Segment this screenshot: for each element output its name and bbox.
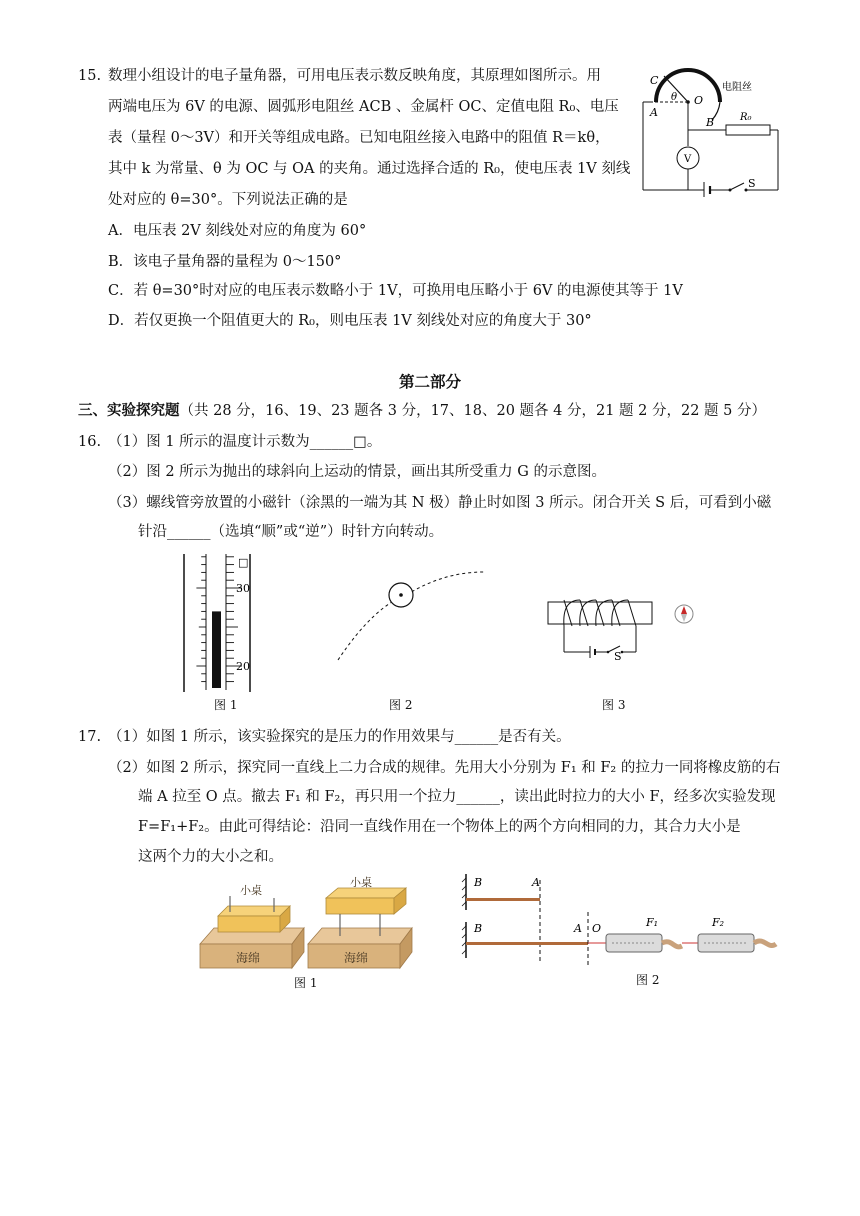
thermometer-unit: □ bbox=[238, 556, 249, 569]
label-r0: R₀ bbox=[740, 112, 752, 123]
q17-table-sponge-figure bbox=[196, 876, 418, 972]
label-b-top: B bbox=[474, 876, 483, 889]
label-o: O bbox=[592, 922, 602, 935]
q15-number: 15. bbox=[78, 68, 102, 84]
q15-line1: 数理小组设计的电子量角器，可用电压表示数反映角度，其原理如图所示。用 bbox=[108, 68, 601, 84]
label-c: C bbox=[650, 74, 659, 87]
tick-label-30: 30 bbox=[236, 582, 250, 595]
resistance-wire-arc bbox=[656, 70, 720, 102]
q16-fig3-caption: 图 3 bbox=[602, 698, 626, 712]
hand-icon bbox=[662, 942, 682, 947]
q16-solenoid-figure bbox=[544, 596, 704, 662]
label-a-bottom: A bbox=[574, 922, 582, 935]
q16-fig2-caption: 图 2 bbox=[389, 698, 413, 712]
label-v: V bbox=[684, 154, 692, 165]
table-label-left: 小桌 bbox=[240, 884, 262, 897]
label-b-bottom: B bbox=[474, 922, 483, 935]
sponge-label-left: 海绵 bbox=[236, 951, 261, 965]
rubber-band-bottom bbox=[466, 942, 588, 945]
q15-line5: 处对应的 θ=30°。下列说法正确的是 bbox=[108, 192, 348, 208]
label-b: B bbox=[706, 116, 715, 129]
q16-part2: （2）图 2 所示为抛出的球斜向上运动的情景，画出其所受重力 G 的示意图。 bbox=[108, 464, 606, 480]
label-a: A bbox=[650, 106, 658, 119]
q16-part3-b: 针沿______（选填“顺”或“逆”）时针方向转动。 bbox=[138, 524, 444, 540]
q17-part2-c: F=F₁+F₂。由此可得结论：沿同一直线作用在一个物体上的两个方向相同的力，其合力大小是 bbox=[138, 819, 741, 835]
q17-spring-scale-figure bbox=[460, 872, 780, 968]
section-three-note: （共 28 分，16、19、23 题各 3 分，17、18、20 题各 4 分，21 题 2 分，22 题 5 分） bbox=[179, 403, 766, 419]
label-resistance-wire: 电阻丝 bbox=[722, 82, 752, 93]
section-three-heading bbox=[78, 401, 766, 421]
q16-fig1-caption: 图 1 bbox=[214, 698, 238, 712]
q17-part2-d: 这两个力的大小之和。 bbox=[138, 849, 283, 865]
q17-number: 17. bbox=[78, 729, 102, 745]
small-table-right bbox=[326, 898, 394, 914]
q16-thermometer-figure bbox=[176, 552, 266, 694]
q16-ball-figure bbox=[334, 566, 494, 664]
q17-fig2-caption: 图 2 bbox=[636, 973, 660, 987]
q16-part1: （1）图 1 所示的温度计示数为______□。 bbox=[108, 434, 382, 450]
q15-circuit-figure bbox=[638, 62, 788, 197]
q15-option-d[interactable]: D．若仅更换一个阻值更大的 R₀，则电压表 1V 刻线处对应的角度大于 30° bbox=[108, 313, 592, 329]
q17-fig1-caption: 图 1 bbox=[294, 976, 318, 990]
q17-part2-a: （2）如图 2 所示，探究同一直线上二力合成的规律。先用大小分别为 F₁ 和 F₂ 的拉力一同将橡皮筋的右 bbox=[108, 760, 781, 776]
label-s: S bbox=[748, 177, 756, 190]
q15-option-b[interactable]: B．该电子量角器的量程为 0～150° bbox=[108, 254, 342, 270]
q15-line2: 两端电压为 6V 的电源、圆弧形电阻丝 ACB 、金属杆 OC、定值电阻 R₀、电压 bbox=[108, 99, 619, 115]
q17-part1: （1）如图 1 所示，该实验探究的是压力的作用效果与______是否有关。 bbox=[108, 729, 571, 745]
q17-part2-b: 端 A 拉至 O 点。撤去 F₁ 和 F₂，再只用一个拉力______，读出此时拉力的大小 F，经多次实验发现 bbox=[138, 789, 776, 805]
label-f1: F₁ bbox=[646, 916, 659, 929]
resistor-r0 bbox=[726, 125, 770, 135]
label-a-top: A bbox=[532, 876, 540, 889]
label-f2: F₂ bbox=[712, 916, 725, 929]
section-three-title: 三、实验探究题 bbox=[78, 402, 180, 419]
label-s: S bbox=[614, 650, 622, 662]
small-table-left bbox=[218, 916, 280, 932]
label-o: O bbox=[694, 94, 704, 107]
q16-number: 16. bbox=[78, 434, 102, 450]
part-two-title: 第二部分 bbox=[398, 372, 461, 391]
label-theta: θ bbox=[671, 92, 678, 103]
q16-part3-a: （3）螺线管旁放置的小磁针（涂黑的一端为其 N 极）静止时如图 3 所示。闭合开关 S 后，可看到小磁 bbox=[108, 495, 772, 511]
q15-line4: 其中 k 为常量、θ 为 OC 与 OA 的夹角。通过选择合适的 R₀，使电压表 1V 刻线 bbox=[108, 161, 631, 177]
sponge-label-right: 海绵 bbox=[344, 951, 369, 965]
tick-label-20: 20 bbox=[236, 660, 250, 673]
thermometer-liquid bbox=[212, 611, 221, 688]
q15-option-c[interactable]: C．若 θ=30°时对应的电压表示数略小于 1V，可换用电压略小于 6V 的电源使其等于 1V bbox=[108, 283, 683, 299]
q15-option-a[interactable]: A．电压表 2V 刻线处对应的角度为 60° bbox=[108, 223, 367, 239]
rubber-band-top bbox=[466, 898, 540, 901]
q15-line3: 表（量程 0～3V）和开关等组成电路。已知电阻丝接入电路中的阻值 R＝kθ， bbox=[108, 130, 610, 146]
table-label-right: 小桌 bbox=[350, 876, 372, 889]
switch-icon bbox=[730, 183, 744, 190]
hand-icon bbox=[754, 941, 776, 946]
